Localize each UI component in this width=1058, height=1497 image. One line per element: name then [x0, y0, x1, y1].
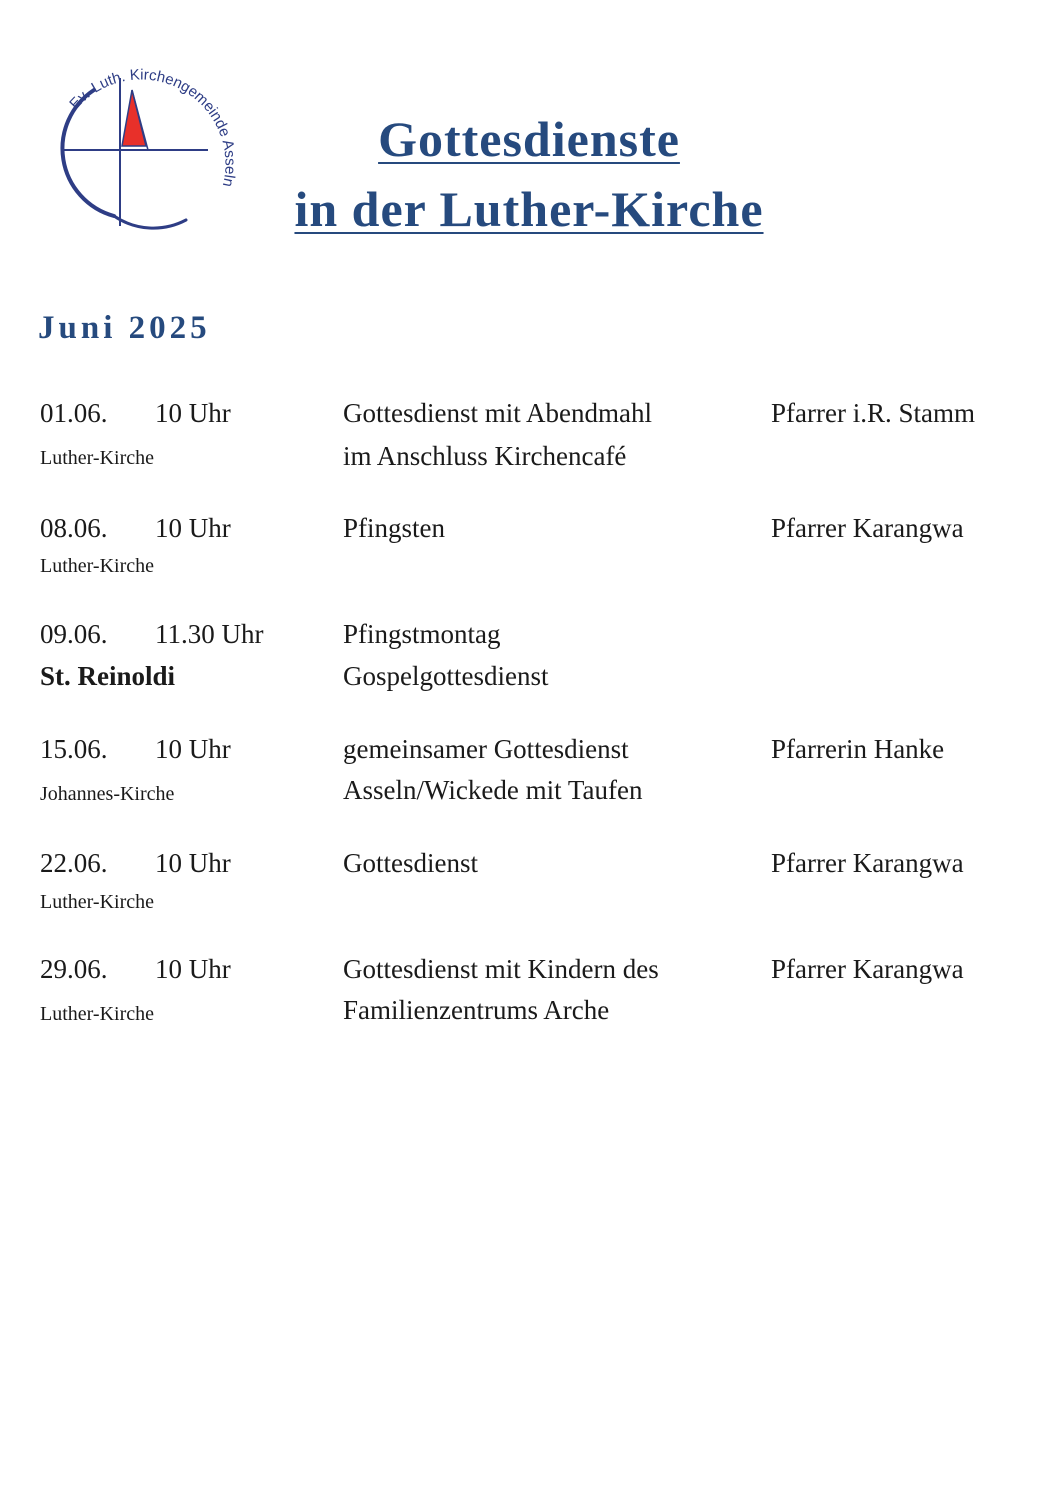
entry-location: Johannes-Kirche [40, 783, 175, 805]
entry-description-line2: Familienzentrums Arche [343, 995, 610, 1025]
page-title-line1: Gottesdienste [378, 111, 680, 167]
entry-pastor: Pfarrer Karangwa [771, 848, 964, 878]
page-title-line2: in der Luther-Kirche [294, 181, 764, 237]
entry-description-line2: Asseln/Wickede mit Taufen [343, 775, 643, 805]
entry-description: Pfingstmontag [343, 619, 501, 649]
entry-pastor: Pfarrerin Hanke [771, 734, 945, 764]
logo-ring-text: Ev.-Luth. Kirchengemeinde Asseln [66, 66, 238, 189]
entry-description: Gottesdienst mit Abendmahl [343, 398, 652, 428]
entry-time: 10 Uhr [155, 954, 231, 984]
entry-time: 10 Uhr [155, 398, 231, 428]
entry-description: Gottesdienst [343, 848, 478, 878]
entry-date: 15.06. [40, 734, 108, 764]
entry-location: Luther-Kirche [40, 555, 154, 577]
entry-time: 11.30 Uhr [155, 619, 264, 649]
entry-time: 10 Uhr [155, 848, 231, 878]
entry-time: 10 Uhr [155, 734, 231, 764]
entry-pastor: Pfarrer Karangwa [771, 513, 964, 543]
entry-description: Gottesdienst mit Kindern des [343, 954, 659, 984]
entry-location: Luther-Kirche [40, 1003, 154, 1025]
entry-location: Luther-Kirche [40, 447, 154, 469]
entry-location: St. Reinoldi [40, 661, 176, 691]
entry-date: 01.06. [40, 398, 108, 428]
entry-pastor: Pfarrer Karangwa [771, 954, 964, 984]
entry-description-line2: Gospelgottesdienst [343, 661, 549, 691]
entry-date: 09.06. [40, 619, 108, 649]
entry-location: Luther-Kirche [40, 891, 154, 913]
entry-description-line2: im Anschluss Kirchencafé [343, 441, 627, 471]
entry-date: 22.06. [40, 848, 108, 878]
entry-date: 08.06. [40, 513, 108, 543]
month-heading: Juni 2025 [38, 310, 211, 346]
entry-pastor: Pfarrer i.R. Stamm [771, 398, 975, 428]
entry-description: gemeinsamer Gottesdienst [343, 734, 629, 764]
entry-time: 10 Uhr [155, 513, 231, 543]
entry-date: 29.06. [40, 954, 108, 984]
entry-description: Pfingsten [343, 513, 446, 543]
